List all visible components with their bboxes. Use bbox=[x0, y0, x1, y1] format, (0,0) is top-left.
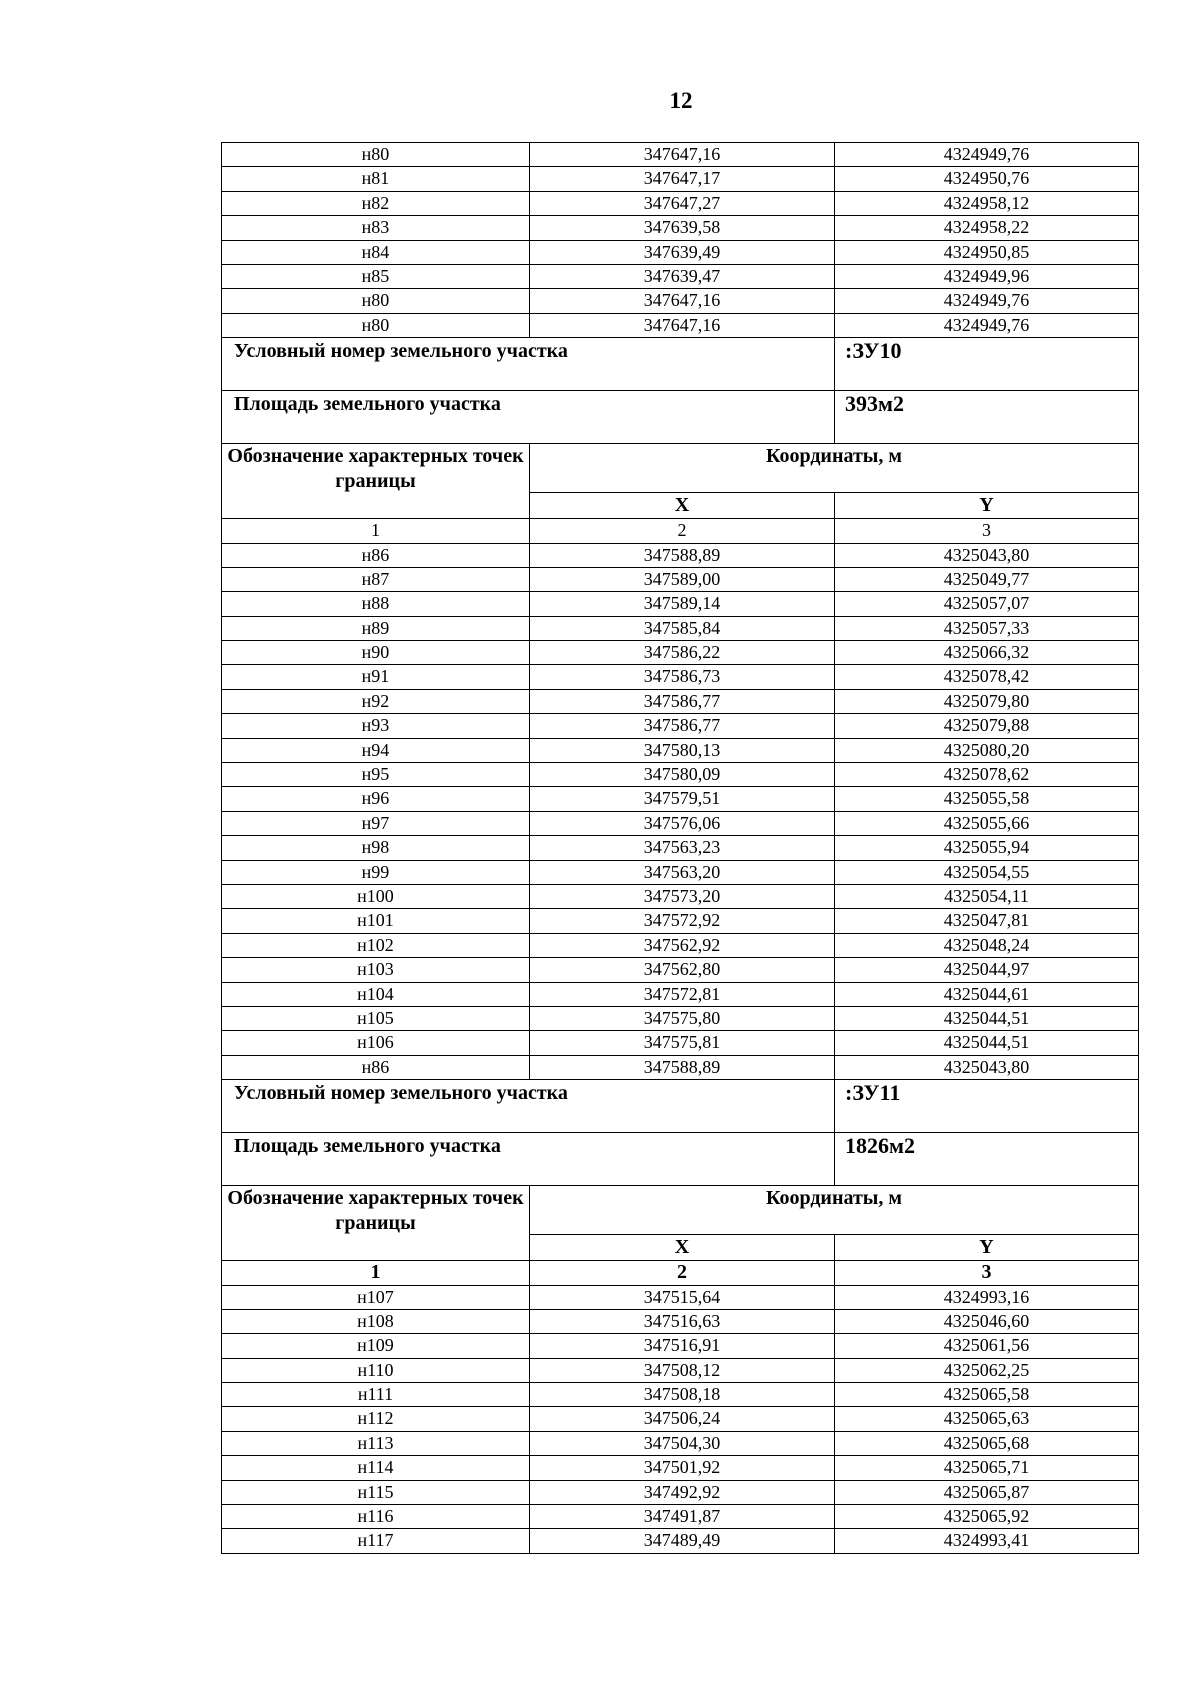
table-row bbox=[222, 1358, 1139, 1382]
y-coordinate: 4324949,76 bbox=[835, 289, 1139, 313]
y-coordinate: 4325065,58 bbox=[835, 1383, 1139, 1407]
x-coordinate: 347572,81 bbox=[530, 982, 835, 1006]
parcel-number-row bbox=[222, 338, 1139, 391]
x-header: X bbox=[530, 1235, 835, 1261]
table-row bbox=[222, 1456, 1139, 1480]
table-row bbox=[222, 216, 1139, 240]
table-row bbox=[222, 689, 1139, 713]
parcel-number-value: :ЗУ11 bbox=[835, 1080, 1139, 1133]
point-name: н111 bbox=[222, 1383, 530, 1407]
x-coordinate: 347647,16 bbox=[530, 289, 835, 313]
table-row bbox=[222, 1529, 1139, 1553]
y-coordinate: 4324958,12 bbox=[835, 191, 1139, 215]
table-row bbox=[222, 1480, 1139, 1504]
y-coordinate: 4325065,92 bbox=[835, 1505, 1139, 1529]
x-coordinate: 347647,27 bbox=[530, 191, 835, 215]
y-coordinate: 4325080,20 bbox=[835, 738, 1139, 762]
y-coordinate: 4324993,16 bbox=[835, 1285, 1139, 1309]
parcel-area-value: 393м2 bbox=[835, 391, 1139, 444]
point-name: н80 bbox=[222, 143, 530, 167]
y-coordinate: 4325054,55 bbox=[835, 860, 1139, 884]
y-coordinate: 4325078,62 bbox=[835, 763, 1139, 787]
y-header: Y bbox=[835, 493, 1139, 519]
point-name: н94 bbox=[222, 738, 530, 762]
point-name: н88 bbox=[222, 592, 530, 616]
point-name: н87 bbox=[222, 567, 530, 591]
table-row bbox=[222, 1309, 1139, 1333]
y-coordinate: 4325061,56 bbox=[835, 1334, 1139, 1358]
point-name: н104 bbox=[222, 982, 530, 1006]
table-row bbox=[222, 811, 1139, 835]
y-coordinate: 4324950,76 bbox=[835, 167, 1139, 191]
y-coordinate: 4325065,87 bbox=[835, 1480, 1139, 1504]
table-row bbox=[222, 143, 1139, 167]
table-row bbox=[222, 289, 1139, 313]
x-coordinate: 347573,20 bbox=[530, 884, 835, 908]
point-name: н100 bbox=[222, 884, 530, 908]
x-coordinate: 347586,77 bbox=[530, 714, 835, 738]
x-coordinate: 347647,16 bbox=[530, 313, 835, 337]
y-coordinate: 4324949,76 bbox=[835, 313, 1139, 337]
y-coordinate: 4325055,94 bbox=[835, 836, 1139, 860]
x-coordinate: 347516,63 bbox=[530, 1309, 835, 1333]
parcel-number-value: :ЗУ10 bbox=[835, 338, 1139, 391]
y-header: Y bbox=[835, 1235, 1139, 1261]
x-coordinate: 347515,64 bbox=[530, 1285, 835, 1309]
point-designation-header: Обозначение характерных точек границы bbox=[222, 444, 530, 519]
column-number-3: 3 bbox=[835, 1261, 1139, 1285]
point-name: н95 bbox=[222, 763, 530, 787]
y-coordinate: 4325048,24 bbox=[835, 933, 1139, 957]
table-row bbox=[222, 714, 1139, 738]
x-coordinate: 347588,89 bbox=[530, 543, 835, 567]
x-coordinate: 347580,09 bbox=[530, 763, 835, 787]
y-coordinate: 4325065,63 bbox=[835, 1407, 1139, 1431]
x-coordinate: 347647,17 bbox=[530, 167, 835, 191]
table-row bbox=[222, 1383, 1139, 1407]
x-coordinate: 347562,80 bbox=[530, 958, 835, 982]
y-coordinate: 4325062,25 bbox=[835, 1358, 1139, 1382]
y-coordinate: 4325044,51 bbox=[835, 1031, 1139, 1055]
parcel-area-row bbox=[222, 1133, 1139, 1186]
column-number-row bbox=[222, 519, 1139, 543]
column-number-2: 2 bbox=[530, 519, 835, 543]
x-coordinate: 347580,13 bbox=[530, 738, 835, 762]
point-name: н91 bbox=[222, 665, 530, 689]
table-row bbox=[222, 567, 1139, 591]
y-coordinate: 4325043,80 bbox=[835, 1055, 1139, 1079]
point-name: н101 bbox=[222, 909, 530, 933]
point-name: н93 bbox=[222, 714, 530, 738]
table-row bbox=[222, 191, 1139, 215]
coordinates-table bbox=[221, 142, 1139, 1554]
table-row bbox=[222, 958, 1139, 982]
x-coordinate: 347563,23 bbox=[530, 836, 835, 860]
table-row bbox=[222, 543, 1139, 567]
x-coordinate: 347492,92 bbox=[530, 1480, 835, 1504]
point-name: н80 bbox=[222, 289, 530, 313]
y-coordinate: 4324993,41 bbox=[835, 1529, 1139, 1553]
parcel-area-row bbox=[222, 391, 1139, 444]
table-row bbox=[222, 763, 1139, 787]
y-coordinate: 4325057,07 bbox=[835, 592, 1139, 616]
y-coordinate: 4325054,11 bbox=[835, 884, 1139, 908]
y-coordinate: 4325046,60 bbox=[835, 1309, 1139, 1333]
parcel-number-label: Условный номер земельного участка bbox=[222, 338, 835, 391]
x-coordinate: 347501,92 bbox=[530, 1456, 835, 1480]
point-name: н85 bbox=[222, 264, 530, 288]
column-number-1: 1 bbox=[222, 1261, 530, 1285]
x-coordinate: 347639,58 bbox=[530, 216, 835, 240]
table-row bbox=[222, 1055, 1139, 1079]
table-row bbox=[222, 1285, 1139, 1309]
x-coordinate: 347586,77 bbox=[530, 689, 835, 713]
y-coordinate: 4325049,77 bbox=[835, 567, 1139, 591]
x-coordinate: 347589,00 bbox=[530, 567, 835, 591]
header-row bbox=[222, 444, 1139, 493]
point-name: н107 bbox=[222, 1285, 530, 1309]
y-coordinate: 4325043,80 bbox=[835, 543, 1139, 567]
x-coordinate: 347576,06 bbox=[530, 811, 835, 835]
header-row bbox=[222, 1186, 1139, 1235]
table-row bbox=[222, 616, 1139, 640]
table-row bbox=[222, 1334, 1139, 1358]
point-name: н86 bbox=[222, 543, 530, 567]
point-name: н86 bbox=[222, 1055, 530, 1079]
x-coordinate: 347579,51 bbox=[530, 787, 835, 811]
point-name: н84 bbox=[222, 240, 530, 264]
point-name: н97 bbox=[222, 811, 530, 835]
point-name: н105 bbox=[222, 1006, 530, 1030]
x-coordinate: 347586,73 bbox=[530, 665, 835, 689]
table-row bbox=[222, 836, 1139, 860]
table-row bbox=[222, 787, 1139, 811]
coordinates-header: Координаты, м bbox=[530, 1186, 1139, 1235]
y-coordinate: 4325065,71 bbox=[835, 1456, 1139, 1480]
point-name: н98 bbox=[222, 836, 530, 860]
x-coordinate: 347563,20 bbox=[530, 860, 835, 884]
point-name: н116 bbox=[222, 1505, 530, 1529]
y-coordinate: 4325055,58 bbox=[835, 787, 1139, 811]
x-coordinate: 347572,92 bbox=[530, 909, 835, 933]
y-coordinate: 4325044,97 bbox=[835, 958, 1139, 982]
y-coordinate: 4324958,22 bbox=[835, 216, 1139, 240]
point-name: н80 bbox=[222, 313, 530, 337]
point-name: н113 bbox=[222, 1431, 530, 1455]
page-number: 12 bbox=[669, 88, 693, 113]
point-name: н102 bbox=[222, 933, 530, 957]
point-name: н106 bbox=[222, 1031, 530, 1055]
parcel-number-row bbox=[222, 1080, 1139, 1133]
point-designation-header: Обозначение характерных точек границы bbox=[222, 1186, 530, 1261]
x-coordinate: 347516,91 bbox=[530, 1334, 835, 1358]
table-row bbox=[222, 982, 1139, 1006]
column-number-2: 2 bbox=[530, 1261, 835, 1285]
point-name: н103 bbox=[222, 958, 530, 982]
x-coordinate: 347491,87 bbox=[530, 1505, 835, 1529]
x-coordinate: 347504,30 bbox=[530, 1431, 835, 1455]
y-coordinate: 4324949,96 bbox=[835, 264, 1139, 288]
point-name: н96 bbox=[222, 787, 530, 811]
point-name: н81 bbox=[222, 167, 530, 191]
table-row bbox=[222, 264, 1139, 288]
x-coordinate: 347647,16 bbox=[530, 143, 835, 167]
table-row bbox=[222, 909, 1139, 933]
y-coordinate: 4325065,68 bbox=[835, 1431, 1139, 1455]
table-row bbox=[222, 860, 1139, 884]
x-coordinate: 347575,80 bbox=[530, 1006, 835, 1030]
x-coordinate: 347589,14 bbox=[530, 592, 835, 616]
x-coordinate: 347639,47 bbox=[530, 264, 835, 288]
y-coordinate: 4325079,88 bbox=[835, 714, 1139, 738]
table-row bbox=[222, 884, 1139, 908]
table-row bbox=[222, 592, 1139, 616]
x-coordinate: 347585,84 bbox=[530, 616, 835, 640]
y-coordinate: 4325044,61 bbox=[835, 982, 1139, 1006]
table-row bbox=[222, 1431, 1139, 1455]
point-name: н99 bbox=[222, 860, 530, 884]
table-row bbox=[222, 1407, 1139, 1431]
y-coordinate: 4325078,42 bbox=[835, 665, 1139, 689]
point-name: н110 bbox=[222, 1358, 530, 1382]
point-name: н109 bbox=[222, 1334, 530, 1358]
point-name: н92 bbox=[222, 689, 530, 713]
x-coordinate: 347588,89 bbox=[530, 1055, 835, 1079]
column-number-1: 1 bbox=[222, 519, 530, 543]
parcel-number-label: Условный номер земельного участка bbox=[222, 1080, 835, 1133]
point-name: н108 bbox=[222, 1309, 530, 1333]
x-coordinate: 347575,81 bbox=[530, 1031, 835, 1055]
y-coordinate: 4324950,85 bbox=[835, 240, 1139, 264]
y-coordinate: 4325057,33 bbox=[835, 616, 1139, 640]
y-coordinate: 4325047,81 bbox=[835, 909, 1139, 933]
x-coordinate: 347489,49 bbox=[530, 1529, 835, 1553]
table-row bbox=[222, 1006, 1139, 1030]
table-row bbox=[222, 933, 1139, 957]
x-coordinate: 347639,49 bbox=[530, 240, 835, 264]
point-name: н114 bbox=[222, 1456, 530, 1480]
point-name: н90 bbox=[222, 641, 530, 665]
y-coordinate: 4325079,80 bbox=[835, 689, 1139, 713]
y-coordinate: 4325044,51 bbox=[835, 1006, 1139, 1030]
y-coordinate: 4324949,76 bbox=[835, 143, 1139, 167]
x-coordinate: 347508,12 bbox=[530, 1358, 835, 1382]
parcel-area-label: Площадь земельного участка bbox=[222, 391, 835, 444]
table-row bbox=[222, 240, 1139, 264]
table-row bbox=[222, 167, 1139, 191]
y-coordinate: 4325066,32 bbox=[835, 641, 1139, 665]
column-number-row bbox=[222, 1261, 1139, 1285]
table-row bbox=[222, 1031, 1139, 1055]
y-coordinate: 4325055,66 bbox=[835, 811, 1139, 835]
table-row bbox=[222, 641, 1139, 665]
table-row bbox=[222, 1505, 1139, 1529]
point-name: н89 bbox=[222, 616, 530, 640]
point-name: н83 bbox=[222, 216, 530, 240]
parcel-area-value: 1826м2 bbox=[835, 1133, 1139, 1186]
x-coordinate: 347506,24 bbox=[530, 1407, 835, 1431]
table-row bbox=[222, 665, 1139, 689]
parcel-area-label: Площадь земельного участка bbox=[222, 1133, 835, 1186]
x-header: X bbox=[530, 493, 835, 519]
column-number-3: 3 bbox=[835, 519, 1139, 543]
point-name: н82 bbox=[222, 191, 530, 215]
x-coordinate: 347586,22 bbox=[530, 641, 835, 665]
point-name: н115 bbox=[222, 1480, 530, 1504]
point-name: н112 bbox=[222, 1407, 530, 1431]
coordinates-header: Координаты, м bbox=[530, 444, 1139, 493]
table-row bbox=[222, 313, 1139, 337]
x-coordinate: 347508,18 bbox=[530, 1383, 835, 1407]
x-coordinate: 347562,92 bbox=[530, 933, 835, 957]
point-name: н117 bbox=[222, 1529, 530, 1553]
table-row bbox=[222, 738, 1139, 762]
